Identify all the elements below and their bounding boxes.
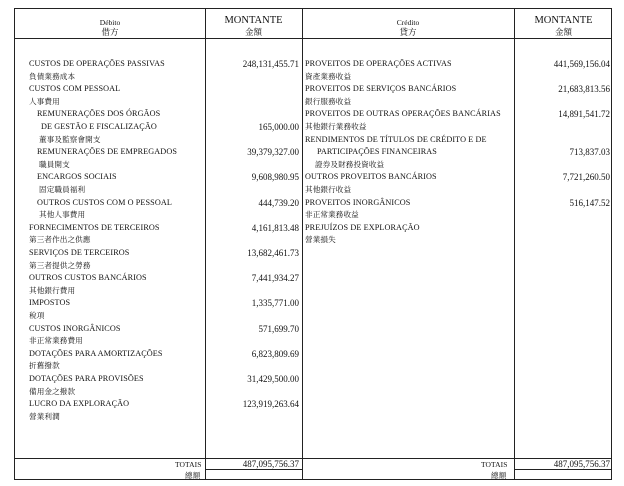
credit-row-value: 713,837.03 — [569, 147, 610, 158]
debit-row-value: 6,823,809.69 — [251, 348, 299, 359]
debit-header-zh: 借方 — [101, 28, 119, 38]
credit-row-label-zh: 銀行服務收益 — [305, 96, 352, 106]
debit-row-label-zh: 固定職員福利 — [39, 185, 86, 194]
debit-row-label-zh: 負債業務成本 — [29, 71, 76, 81]
debit-row-label-zh: 第三者提供之勞務 — [29, 260, 91, 270]
debit-row-label: REMUNERAÇÕES DE EMPREGADOS — [37, 147, 177, 157]
credit-row-value: 21,683,813.56 — [558, 84, 610, 95]
debit-row-value: 13,682,461.73 — [247, 248, 299, 258]
debit-row-label: CUSTOS DE OPERAÇÕES PASSIVAS — [29, 59, 165, 68]
credit-row-label-zh: 非正常業務收益 — [305, 210, 359, 220]
debit-row-label: DOTAÇÕES PARA PROVISÕES — [29, 374, 144, 383]
debit-row-label-zh: 備用金之撥款 — [29, 386, 76, 396]
debit-row-value: 7,441,934.27 — [251, 273, 299, 284]
debit-amount-header: MONTANTE — [224, 15, 283, 26]
debit-row-value: 165,000.00 — [258, 122, 299, 132]
credit-row-label-zh: 資產業務收益 — [305, 71, 352, 81]
debit-row-value: 9,608,980.95 — [251, 172, 299, 183]
credit-row-label: PREJUÍZOS DE EXPLORAÇÃO — [305, 222, 420, 232]
debit-row-label-zh: 其他銀行費用 — [29, 285, 76, 295]
credit-row-value: 516,147.52 — [569, 197, 610, 208]
debit-amount-header-zh: 金額 — [244, 28, 262, 38]
debit-row-label: OUTROS CUSTOS COM O PESSOAL — [37, 197, 172, 207]
credit-row-value: 7,721,260.50 — [562, 172, 610, 183]
debit-row-label: CUSTOS COM PESSOAL — [29, 84, 121, 94]
debit-row-value: 39,379,327.00 — [247, 147, 299, 158]
divider-credit-amount — [514, 9, 515, 479]
debit-row-label-zh: 職員開支 — [39, 159, 70, 169]
credit-amount-header: MONTANTE — [534, 15, 593, 26]
credit-row-label: PARTICIPAÇÕES FINANCEIRAS — [317, 147, 437, 157]
debit-row-label-zh: 其他人事費用 — [39, 210, 86, 220]
credit-row-label: PROVEITOS DE SERVIÇOS BANCÁRIOS — [305, 84, 457, 94]
debit-row-label-zh: 非正常業務費用 — [29, 336, 83, 346]
debit-header: Débito — [99, 18, 121, 27]
debit-row-label-zh: 第三者作出之供應 — [29, 235, 91, 245]
credit-row-label-zh: 營業損失 — [305, 235, 336, 245]
credit-totals-label: TOTAIS — [481, 460, 508, 469]
credit-total-value: 487,095,756.37 — [553, 459, 610, 469]
debit-row-label: SERVIÇOS DE TERCEIROS — [29, 248, 130, 257]
debit-totals-label-zh: 總額 — [185, 471, 201, 480]
statement-frame — [14, 8, 612, 480]
credit-row-value: 441,569,156.04 — [553, 59, 610, 69]
debit-row-label: IMPOSTOS — [29, 298, 71, 308]
credit-header-zh: 貸方 — [399, 28, 417, 38]
credit-row-label-zh: 證券及財務投資收益 — [315, 159, 385, 169]
debit-row-label-zh: 人事費用 — [29, 96, 60, 106]
credit-row-label: PROVEITOS DE OPERAÇÕES ACTIVAS — [305, 59, 452, 68]
debit-row-value: 1,335,771.00 — [251, 298, 299, 309]
debit-row-label: DOTAÇÕES PARA AMORTIZAÇÕES — [29, 348, 163, 358]
debit-row-value: 248,131,455.71 — [242, 59, 299, 69]
debit-row-label: REMUNERAÇÕES DOS ÓRGÃOS — [37, 109, 161, 119]
debit-row-label: ENCARGOS SOCIAIS — [37, 172, 117, 182]
debit-row-value: 571,699.70 — [258, 323, 299, 334]
debit-total-underline — [205, 469, 302, 470]
debit-row-value: 31,429,500.00 — [247, 374, 299, 384]
credit-row-value: 14,891,541.72 — [558, 109, 610, 120]
debit-row-label-zh: 營業利潤 — [29, 411, 60, 421]
debit-row-label: FORNECIMENTOS DE TERCEIROS — [29, 222, 160, 232]
credit-row-label: PROVEITOS INORGÂNICOS — [305, 197, 411, 207]
debit-row-label-zh: 董事及監察會開支 — [39, 134, 101, 144]
divider-center — [302, 9, 303, 479]
debit-row-value: 4,161,813.48 — [251, 222, 299, 233]
credit-total-underline — [514, 469, 611, 470]
credit-header: Crédito — [396, 18, 420, 27]
credit-row-label: OUTROS PROVEITOS BANCÁRIOS — [305, 172, 437, 182]
debit-row-label: CUSTOS INORGÂNICOS — [29, 323, 121, 333]
debit-row-label: OUTROS CUSTOS BANCÁRIOS — [29, 273, 147, 283]
header-underline — [15, 38, 611, 39]
credit-row-label: RENDIMENTOS DE TÍTULOS DE CRÉDITO E DE — [305, 134, 487, 144]
debit-row-label-zh: 稅項 — [29, 311, 45, 320]
debit-row-value: 444,739.20 — [258, 197, 299, 208]
debit-row-label-zh: 折舊撥款 — [29, 361, 60, 371]
credit-row-label-zh: 其他銀行收益 — [305, 185, 352, 194]
debit-row-label: LUCRO DA EXPLORAÇÃO — [29, 399, 130, 409]
debit-totals-label: TOTAIS — [175, 460, 202, 469]
debit-row-value: 123,919,263.64 — [242, 399, 299, 410]
debit-row-label: DE GESTÃO E FISCALIZAÇÃO — [41, 122, 157, 131]
credit-amount-header-zh: 金額 — [554, 28, 572, 38]
credit-row-label: PROVEITOS DE OUTRAS OPERAÇÕES BANCÁRIAS — [305, 109, 501, 119]
debit-total-value: 487,095,756.37 — [242, 459, 299, 469]
credit-row-label-zh: 其他銀行業務收益 — [305, 122, 367, 131]
credit-totals-label-zh: 總額 — [491, 471, 507, 480]
